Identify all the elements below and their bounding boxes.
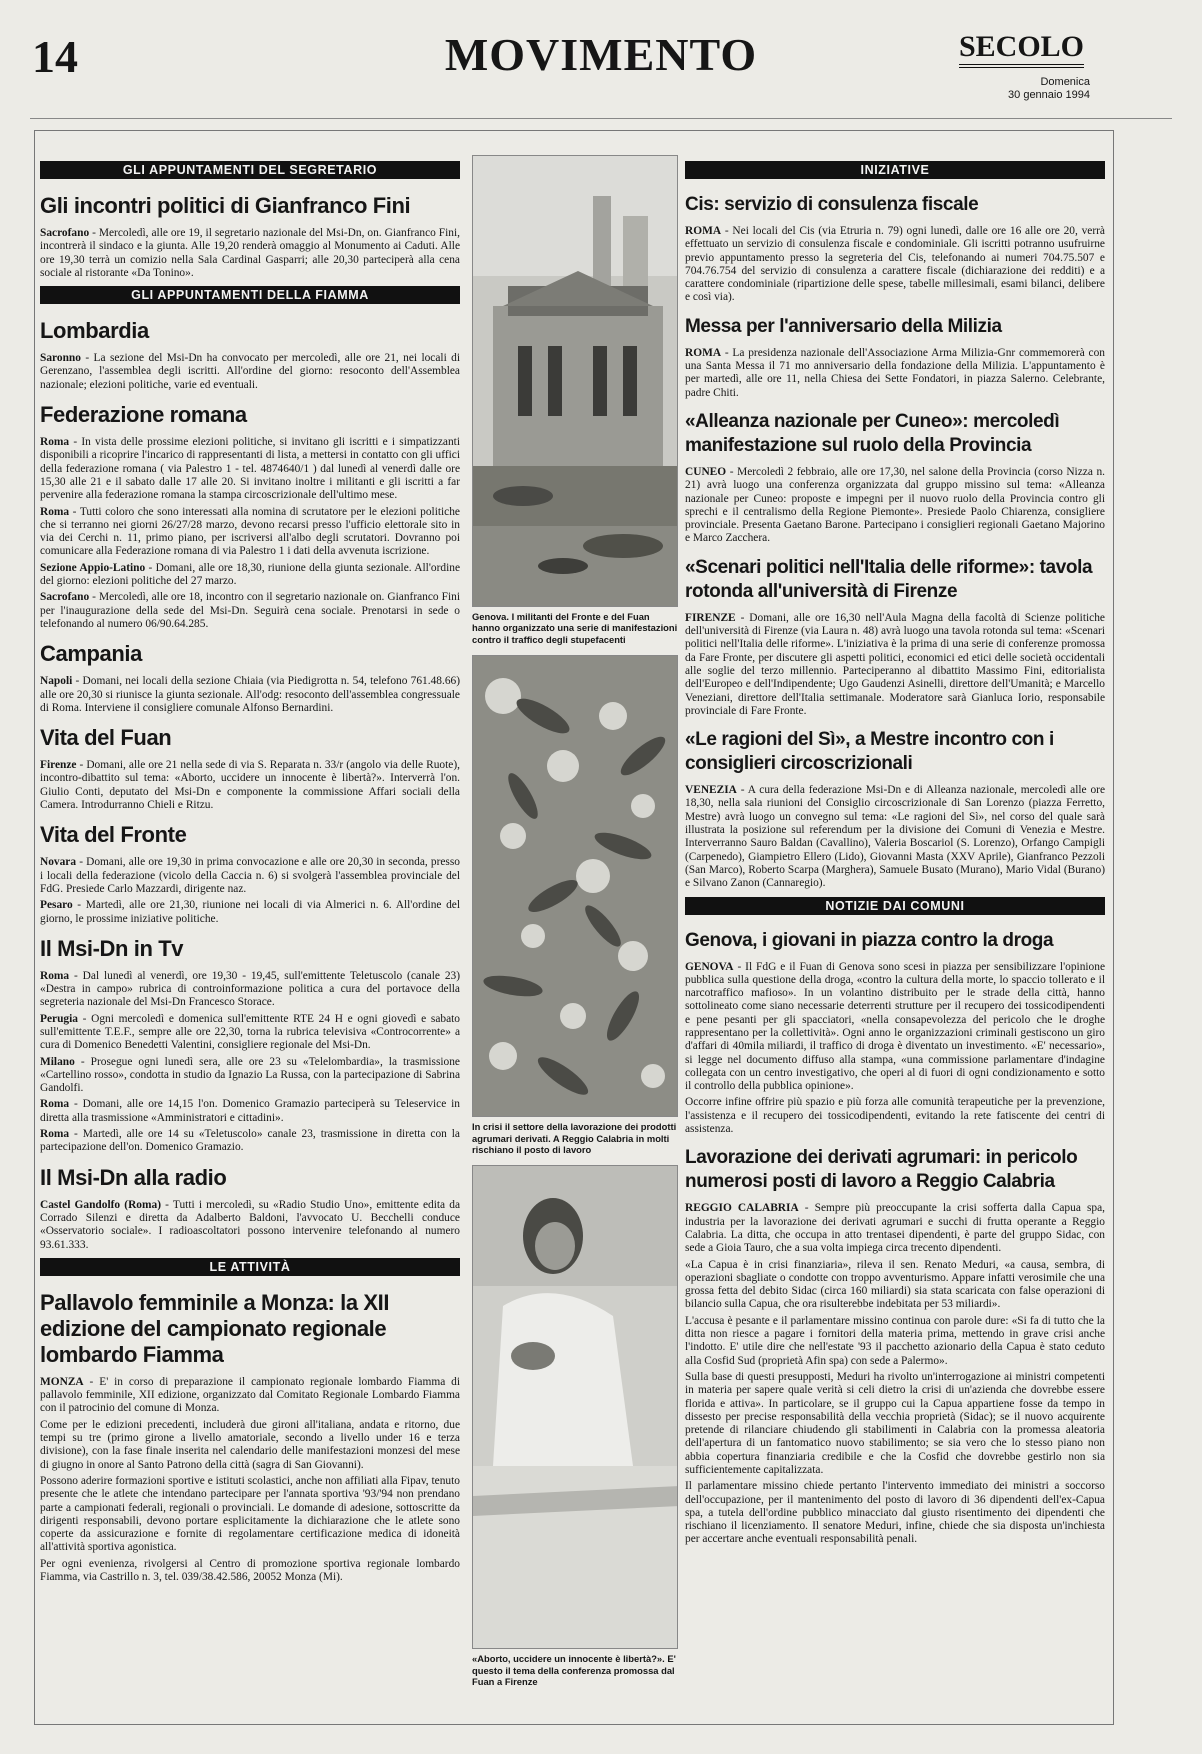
headline-fronte: Vita del Fronte	[40, 822, 187, 848]
dateline-napoli: Napoli	[40, 675, 73, 688]
dateline-tv-roma-1: Roma	[40, 969, 70, 982]
article-tv-4	[40, 1098, 460, 1125]
article-tv-2	[40, 1013, 460, 1053]
right-column	[685, 155, 1105, 1715]
text-cuneo: - Mercoledì 2 febbraio, alle ore 17,30, nel salone della Provincia (corso Nizza n. 21) avrà luogo una conferenza organizzata dal gruppo missino sul tema: «Alleanza nazionale per Cuneo: proposte e impegni per il nuovo ruolo della Provincia contro gli sprechi e il centralismo della Regione Piemonte». Presiede Paolo Chiarenza, consigliere provinciale. Presenta Gaetano Barone. Partecipano i consiglieri regionali Gaetano Majorino e Marco Zacchera.	[685, 465, 1105, 545]
text-federazione-2: - Tutti coloro che sono interessati alla nomina di scrutatore per le elezioni politiche che si terranno nei giorni 26/27/28 marzo, devono recarsi presso l'ufficio elettorale sito in via dei Cerchi n. 11, primo piano, per iscriversi all'albo degli scrutatori. Dovranno poi comunicare alla Federazione romana di via Palestro 1 i dati della avvenuta iscrizione.	[40, 505, 460, 558]
dateline-milizia-roma: ROMA	[685, 346, 722, 359]
photo-aborto	[472, 1165, 678, 1649]
text-tv-3: - Prosegue ogni lunedì sera, alle ore 23 su «Telelombardia», la trasmissione «Cartellino rosso», condotta in studio da Ignazio La Russa, con la partecipazione di Sabrina Gandolfi.	[40, 1055, 460, 1095]
text-tv-2: - Ogni mercoledì e domenica sull'emittente RTE 24 H e ogni giovedì e sabato sull'emittente T.E.F., sempre alle ore 22,30, torna la rubrica televisiva «Controcorrente» a cura di Domenico Benedetti Valentini, consigliere regionale del Msi-Dn.	[40, 1012, 460, 1052]
dateline-tv-roma-3: Roma	[40, 1128, 70, 1141]
headline-firenze: «Scenari politici nell'Italia delle riforme»: tavola rotonda all'università di Firenze	[685, 556, 1093, 602]
section-bar-iniziative: INIZIATIVE	[685, 161, 1105, 179]
article-reggio-4: Sulla base di questi presupposti, Meduri ha rivolto un'interrogazione ai ministri competenti in materia per sapere quale verità si celi dietro la crisi di un'azienda che dovrebbe essere florida e attiva». In particolare, se il gruppo cui la Capua appartiene fosse da tempo in dissesto per precise responsabilità della vecchia proprietà (Sidac); se il nuovo acquirente pretende di rilanciare chiudendo gli stabilimenti in Calabria con la promessa aleatoria dell'apertura di un fantomatico nuovo stabilimento; se sia vero che lo stesso piano non abbia copertura finanziaria credibile e che la Cosfid che dovrebbe gestirlo non sia sufficientemente capitalizzata.	[685, 1370, 1105, 1476]
article-pallavolo-4: Per ogni evenienza, rivolgersi al Centro di promozione sportiva regionale lombardo Fiamma, via Castrillo n. 3, tel. 039/38.42.586, 20052 Monza (Mi).	[40, 1557, 460, 1583]
dateline-tv-roma-2: Roma	[40, 1098, 70, 1111]
left-column	[40, 155, 460, 1715]
dateline-castel-gandolfo: Castel Gandolfo (Roma)	[40, 1198, 161, 1211]
headline-federazione: Federazione romana	[40, 402, 247, 428]
headline-fini: Gli incontri politici di Gianfranco Fini	[40, 193, 411, 218]
article-reggio-5: Il parlamentare missino chiede pertanto l'intervento immediato dei ministri a soccorso dell'occupazione, per il mantenimento del posto di lavoro di 36 dipendenti dell'ex-Capua spa, a tutela dell'ordine pubblico minacciato dal giusto risentimento dei dipendenti che rischiano il licenziamento. Il senatore Meduri, infine, chiede che sia disposta un'inchiesta per accertare anche eventuali responsabilità penali.	[685, 1480, 1105, 1546]
caption-genova: Genova. I militanti del Fronte e del Fuan hanno organizzato una serie di manifestazioni contro il traffico degli stupefacenti	[472, 611, 678, 645]
section-bar-fiamma: GLI APPUNTAMENTI DELLA FIAMMA	[40, 286, 460, 304]
text-fronte-2: - Martedì, alle ore 21,30, riunione nei locali di via Almerici n. 6. All'ordine del giorno, le prossime iniziative politiche.	[40, 899, 460, 925]
article-tv-3	[40, 1056, 460, 1096]
text-pallavolo-1: - E' in corso di preparazione il campionato regionale lombardo Fiamma di pallavolo femminile, XII edizione, organizzato dal Comitato Regionale Lombardo Fiamma con il patrocinio del comune di Monza.	[40, 1375, 460, 1415]
article-fronte-2	[40, 899, 460, 926]
text-reggio-1: - Sempre più preoccupante la crisi sofferta dalla Capua spa, industria per la lavorazione dei derivati agrumari e succhi di frutta operante a Reggio Calabria. La ditta, che occupa in atto trentasei dipendenti, è parte del gruppo Sidac, con sede a Gioia Tauro, che a sua volta impiega circa trecento dipendenti.	[685, 1202, 1105, 1255]
article-federazione-2	[40, 506, 460, 559]
text-firenze: - Domani, alle ore 16,30 nell'Aula Magna della facoltà di Scienze politiche dell'università di Firenze (via Laura n. 48) avrà luogo una tavola rotonda sul tema: «Scenari politici nell'Italia delle riforme». L'iniziativa è la prima di una serie di conferenze promossa da Fare Fronte, per discutere gli aspetti politici, economici ed etici delle società occidentali alle soglie del terzo millennio. Parteciperanno al dibattito Massimo Fini, editorialista dell'Europeo e dell'Indipendente; Ugo Gaudenzi Asinelli, direttore dell'Umanità; e Marcello Veneziani, direttore dell'Italia settimanale. Moderatore sarà Gianluca Iorio, responsabile provinciale di Fare Fronte.	[685, 611, 1105, 717]
date-full: 30 gennaio 1994	[1008, 89, 1090, 101]
dateline-roma-1: Roma	[40, 436, 70, 449]
caption-agrumi: In crisi il settore della lavorazione dei prodotti agrumari derivati. A Reggio Calabria in molti rischiano il posto di lavoro	[472, 1121, 677, 1156]
headline-radio: Il Msi-Dn alla radio	[40, 1164, 227, 1190]
text-radio: - Tutti i mercoledì, su «Radio Studio Uno», emittente edita da Corrado Silenzi e diretta da Adalberto Baldoni, l'avvocato U. Becchelli conduce «Osservatorio sociale». I radioascoltatori possono intervenire telefonando al numero 93.61.333.	[40, 1198, 460, 1251]
article-fuan	[40, 759, 460, 812]
headline-pallavolo: Pallavolo femminile a Monza: la XII edizione del campionato regionale lombardo Fiamma	[40, 1289, 390, 1367]
article-cis	[685, 225, 1105, 305]
dateline-appio: Sezione Appio-Latino	[40, 561, 146, 574]
text-lombardia: - La sezione del Msi-Dn ha convocato per mercoledì, alle ore 21, nei locali di Gerenzano, l'assemblea degli iscritti. All'ordine del giorno: resoconto dell'Assemblea nazionale; elezioni politiche, varie ed eventuali.	[40, 352, 460, 391]
article-campania	[40, 675, 460, 715]
dateline-monza: MONZA	[40, 1375, 84, 1388]
middle-column	[472, 155, 678, 1715]
dateline-cuneo: CUNEO	[685, 465, 727, 478]
woman-baby-image	[473, 1166, 678, 1648]
article-radio	[40, 1199, 460, 1252]
text-tv-5: - Martedì, alle ore 14 su «Teletuscolo» canale 23, trasmissione in diretta con la partecipazione dell'on. Domenico Gramazio.	[40, 1128, 460, 1154]
caption-aborto: «Aborto, uccidere un innocente è libertà?». E' questo il tema della conferenza promossa dal Fuan a Firenze	[472, 1653, 676, 1688]
dateline-perugia: Perugia	[40, 1012, 78, 1025]
text-fuan: - Domani, alle ore 21 nella sede di via S. Reparata n. 33/r (angolo via delle Ruote), incontro-dibattito sul tema: «Aborto, uccidere un innocente è libertà?». Interverrà l'on. Giulio Conti, deputato del Msi-Dn e componente la commissione Affari sociali della Camera. Introdurranno Chieli e Ritzu.	[40, 759, 460, 812]
dateline-firenze-right: FIRENZE	[685, 611, 736, 624]
text-fini: - Mercoledì, alle ore 19, il segretario nazionale del Msi-Dn, on. Gianfranco Fini, incontrerà il sindaco e la giunta. Alle 19,20 renderà omaggio al Monumento ai Caduti. Alle ore 19,30 terrà un comizio nella Sala Cardinal Gasparri; alle 20,30 parteciperà alla cena sociale al ristorante «Da Tonino».	[40, 227, 460, 279]
article-reggio-2: «La Capua è in crisi finanziaria», rileva il sen. Renato Meduri, «a causa, sembra, di operazioni sbagliate o condotte con troppo avventurismo. Appare infatti verosimile che una grossa fetta del debito Sidac (circa 160 miliardi) sia stata scaricata con false operazioni di bilancio sulla Capua, che ora risulterebbe indebitata per 53 miliardi».	[685, 1258, 1105, 1311]
article-firenze	[685, 612, 1105, 718]
article-pallavolo-1	[40, 1376, 460, 1416]
dateline-saronno: Saronno	[40, 352, 81, 365]
dateline-reggio: REGGIO CALABRIA	[685, 1202, 799, 1215]
article-pallavolo-2: Come per le edizioni precedenti, includerà due gironi all'italiana, andata e ritorno, due tempi su tre (primo girone a livello amatoriale, secondo a livello under 16 e terza divisione), con la fase finale inserita nel calendario delle manifestazioni monzesi del mese di giugno in onore al Santo Patrono della città (sagra di San Giovanni).	[40, 1418, 460, 1471]
headline-milizia: Messa per l'anniversario della Milizia	[685, 315, 1002, 337]
genova-building-image	[473, 156, 678, 606]
headline-tv: Il Msi-Dn in Tv	[40, 935, 184, 961]
section-bar-attivita: LE ATTIVITÀ	[40, 1258, 460, 1276]
article-pallavolo-3: Possono aderire formazioni sportive e istituti scolastici, anche non affiliati alla Fipav, tenuto presente che le atlete che intendano partecipare per l'annata sportiva '93/'94 non prendano parte a campionati federali, regionali o provinciali. Le domande di adesione, sottoscritte da dirigenti responsabili, devono portare esplicitamente la dichiarazione che le atlete sono coperte da assicurazione e fornite di regolamentare certificazione medica di idoneità all'attività sportiva agonistica.	[40, 1474, 460, 1554]
headline-cuneo: «Alleanza nazionale per Cuneo»: mercoledì manifestazione sul ruolo della Provincia	[685, 410, 1060, 456]
dateline-milano: Milano	[40, 1055, 75, 1068]
citrus-leaves-image	[473, 656, 678, 1116]
article-federazione-1	[40, 436, 460, 502]
page-number: 14	[32, 31, 78, 82]
dateline-firenze: Firenze	[40, 759, 77, 772]
dateline-roma-2: Roma	[40, 505, 70, 518]
headline-campania: Campania	[40, 641, 142, 667]
photo-agrumi	[472, 655, 678, 1117]
headline-cis: Cis: servizio di consulenza fiscale	[685, 194, 979, 215]
dateline-venezia: VENEZIA	[685, 784, 737, 797]
dateline-novara: Novara	[40, 856, 77, 869]
text-cis: - Nei locali del Cis (via Etruria n. 79) ogni lunedì, dalle ore 16 alle ore 20, verrà effettuato un servizio di consulenza fiscale e condominiale. Gli iscritti potranno usufruirne previo appuntamento presso la segreteria del Cis, telefonando ai numeri 704.75.507 e 704.76.754 del servizio di consulenza a carattere fiscale (dichiarazione dei redditi) e a carattere condominiale (ripartizione delle spese, tabelle millesimali, esami bilanci, delibere e così via).	[685, 225, 1105, 304]
text-tv-4: - Domani, alle ore 14,15 l'on. Domenico Gramazio parteciperà su Teleservice in diretta alla trasmissione «Amministratori e cittadini».	[40, 1098, 460, 1124]
text-fronte-1: - Domani, alle ore 19,30 in prima convocazione e alle ore 20,30 in seconda, presso i locali della federazione (vicolo della Caccia n. 6) si svolgerà l'assemblea provinciale del FdG. Presiede Carlo Mazzardi, dirigente naz.	[40, 856, 460, 895]
dateline-genova: GENOVA	[685, 960, 734, 973]
date-weekday: Domenica	[1040, 76, 1090, 88]
article-tv-1	[40, 970, 460, 1010]
text-mestre: - A cura della federazione Msi-Dn e di Alleanza nazionale, mercoledì alle ore 18,30, nella sala riunioni del Consiglio circoscrizionale di San Lorenzo (piazza Ferretto, Mestre) avrà luogo un convegno sul tema: «Le ragioni del Sì», nel corso del quale sarà illustrata la posizione sul referendum per la divisione dei Comuni di Venezia e Mestre. Interverranno Sauro Baldan (Cavallino), Valeria Boscariol (S. Lorenzo), Orfango Campigli (Carpenedo), Giampietro Ellero (Lido), Giovanni Masta (XXV Aprile), Gianfranco Pezzoli (San Marco), Roberto Scarpa (Marghera), Samuele Busato (Murano), Mario Vidal (Burano) e Silvano Zanon (Cannaregio).	[685, 784, 1105, 890]
photo-genova	[472, 155, 678, 607]
article-fini	[40, 227, 460, 280]
dateline	[1008, 76, 1090, 102]
newspaper-logo: SECOLO	[959, 30, 1084, 68]
section-bar-segretario: GLI APPUNTAMENTI DEL SEGRETARIO	[40, 161, 460, 179]
article-genova-1	[685, 961, 1105, 1094]
dateline-pesaro: Pesaro	[40, 899, 73, 912]
text-tv-1: - Dal lunedì al venerdì, ore 19,30 - 19,45, sull'emittente Teletuscolo (canale 23) «Destra in campo» rubrica di controinformazione politica a cura del portavoce della segreteria nazionale del Msi-Dn Francesco Storace.	[40, 969, 460, 1009]
article-reggio-1	[685, 1202, 1105, 1255]
text-genova-1: - Il FdG e il Fuan di Genova sono scesi in piazza per sensibilizzare l'opinione pubblica sulla questione della droga, «contro la cultura della morte, lo spaccio tollerato e il narcotraffico mafioso». In un volantino distribuito per le strade della città, hanno sottolineato come siano necessarie deterrenti strutture per il recupero dei tossicodipendenti e pene pesanti per gli spacciatori, «nella consapevolezza del pericolo che le droghe rappresentano per la collettività». Ogni anno le organizzazioni criminali gestiscono un giro d'affari di 40mila miliardi, il traffico di droga è diventato un investimento. «E' necessario», si legge nel documento diffuso alla stampa, «una commissione parlamentare d'indagine collegata con un centro investigativo, che operi al di fuori di ogni condizionamento e sotto il controllo della pubblica opinione».	[685, 960, 1105, 1093]
dateline-sacrofano: Sacrofano	[40, 591, 90, 604]
section-title: MOVIMENTO	[444, 29, 758, 80]
masthead	[0, 0, 1202, 115]
text-milizia: - La presidenza nazionale dell'Associazione Arma Milizia-Gnr commemorerà con una Santa Messa il 71 mo anniversario della fondazione della Milizia. L'appuntamento è per martedì, alle ore 11, nella Chiesa dei Sette Fondatori, in piazza Salerno. Celebrante, padre Chiti.	[685, 346, 1105, 399]
headline-fuan: Vita del Fuan	[40, 725, 172, 751]
masthead-rule	[30, 118, 1172, 119]
article-lombardia	[40, 352, 460, 392]
article-federazione-3	[40, 562, 460, 589]
article-genova-2: Occorre infine offrire più spazio e più forza alle comunità terapeutiche per la prevenzione, l'assistenza e il recupero dei tossicodipendenti, evitando la rete fatiscente dei centri di assistenza.	[685, 1096, 1105, 1136]
text-campania: - Domani, nei locali della sezione Chiaia (via Piedigrotta n. 54, telefono 761.48.66) alle ore 20,30 si riunisce la giunta sezionale. All'odg: resoconto dell'assemblea congressuale di Roma. Interviene il consigliere comunale Alfonso Bernardini.	[40, 675, 460, 714]
text-federazione-3: - Domani, alle ore 18,30, riunione della giunta sezionale. All'ordine del giorno: elezioni politiche del 27 marzo.	[40, 561, 460, 588]
article-fronte-1	[40, 856, 460, 896]
text-federazione-1: - In vista delle prossime elezioni politiche, si invitano gli iscritti e i simpatizzanti disponibili a ricoprire l'incarico di rappresentanti di lista, a mettersi in contatto con gli uffici della federazione romana ( via Palestro 1 - tel. 4874640/1 ) dal lunedì al venerdì dalle ore 15,30 alle 21 e il sabato dalle 17 alle 20. Si invitano inoltre i militanti e gli iscritti a far pervenire alla federazione romana la stampa circoscrizionale dell'ultimo mese.	[40, 436, 460, 502]
headline-genova: Genova, i giovani in piazza contro la droga	[685, 929, 1054, 951]
article-milizia	[685, 347, 1105, 400]
text-federazione-4: - Mercoledì, alle ore 18, incontro con il segretario nazionale on. Gianfranco Fini per l'inaugurazione della sede del Msi-Dn. Seguirà cena sociale. Prenotarsi in sede o telefonando al numero 06/90.64.285.	[40, 591, 460, 630]
headline-lombardia: Lombardia	[40, 318, 149, 344]
article-mestre	[685, 784, 1105, 890]
article-reggio-3: L'accusa è pesante e il parlamentare missino continua con parole dure: «Si fa di tutto che la ditta non riesce a pagare i fornitori della materia prima, mettendo in grave crisi anche l'indotto. E' utile dire che nell'estate '93 il pacchetto azionario della Capua è stato ceduto alla Cosfid Sud (proprietà Afin spa) con sede a Palermo».	[685, 1314, 1105, 1367]
section-bar-comuni: NOTIZIE DAI COMUNI	[685, 897, 1105, 915]
article-cuneo	[685, 466, 1105, 546]
headline-reggio: Lavorazione dei derivati agrumari: in pericolo numerosi posti di lavoro a Reggio Calabria	[685, 1147, 1078, 1193]
article-tv-5	[40, 1128, 460, 1155]
dateline-fini: Sacrofano	[40, 227, 90, 239]
headline-mestre: «Le ragioni del Sì», a Mestre incontro con i consiglieri circoscrizionali	[685, 729, 1054, 775]
dateline-cis-roma: ROMA	[685, 225, 722, 237]
article-federazione-4	[40, 591, 460, 631]
